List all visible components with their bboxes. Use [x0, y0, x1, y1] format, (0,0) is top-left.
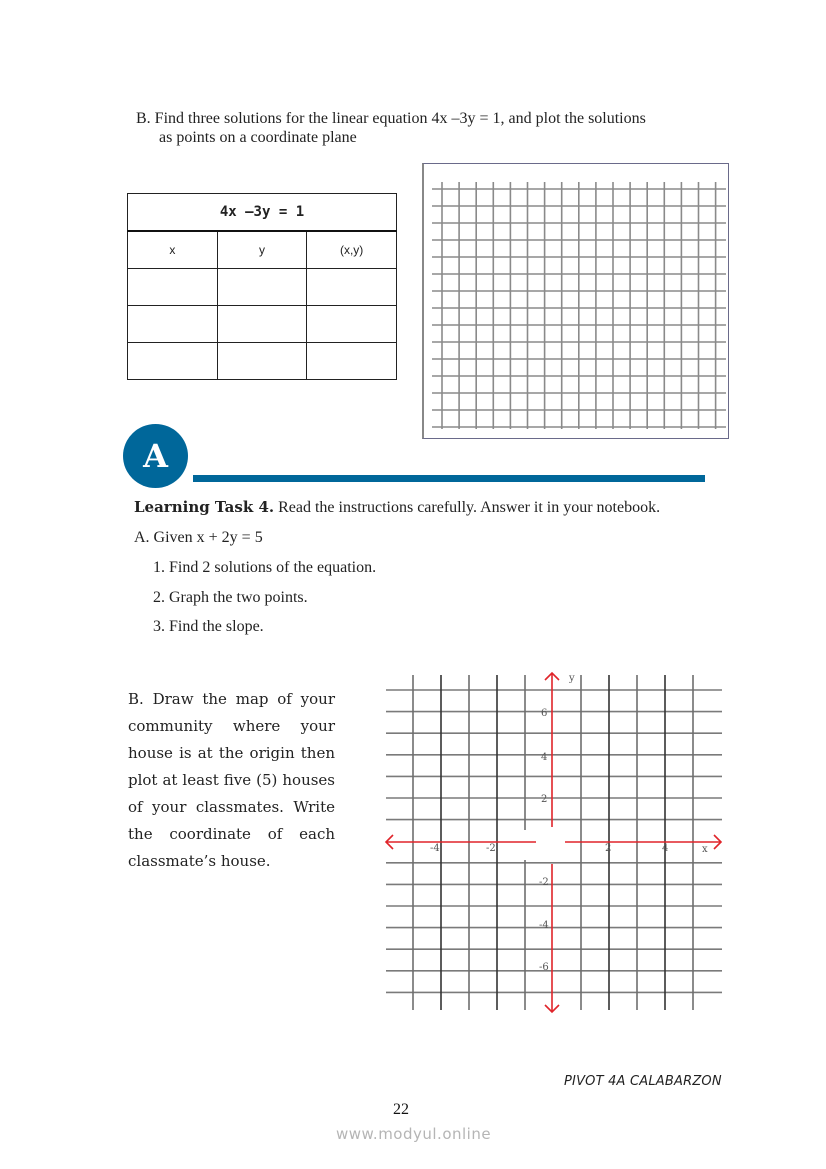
part-b-prompt: B. Draw the map of your community where your house is at the origin then plot at least five (5) houses of your classmates. Write the coordinate of each classmate’s house. [128, 690, 335, 870]
x-tick: 2 [605, 843, 612, 854]
blank-graph-grid[interactable] [422, 163, 729, 439]
instruction-line-2: as points on a coordinate plane [159, 129, 357, 146]
cell-y[interactable] [217, 269, 307, 306]
y-tick: -4 [539, 920, 549, 931]
x-axis-label: x [702, 844, 708, 855]
section-a-badge: A [123, 424, 188, 488]
footer-brand: PIVOT 4A CALABARZON [564, 1074, 722, 1089]
page-number: 22 [393, 1101, 409, 1118]
section-divider [193, 475, 705, 482]
cell-xy[interactable] [307, 343, 397, 380]
learning-task-title: Learning Task 4. [134, 498, 275, 516]
x-tick: -2 [486, 843, 496, 854]
cell-x[interactable] [128, 343, 218, 380]
cell-y[interactable] [217, 343, 307, 380]
table-row [128, 269, 397, 306]
table-title: 4x –3y = 1 [128, 194, 397, 232]
cell-xy[interactable] [307, 306, 397, 343]
instruction-line-1: B. Find three solutions for the linear equation 4x –3y = 1, and plot the solutions [136, 110, 646, 127]
part-a-item-2: 2. Graph the two points. [153, 589, 308, 606]
y-tick: -6 [539, 962, 549, 973]
cell-x[interactable] [128, 269, 218, 306]
section-b-instruction [136, 109, 756, 147]
y-tick: 2 [541, 794, 548, 805]
y-tick: -2 [539, 877, 549, 888]
table-row [128, 306, 397, 343]
learning-task-intro: Read the instructions carefully. Answer it in your notebook. [274, 499, 661, 516]
header-x: x [128, 231, 218, 269]
header-y: y [217, 231, 307, 269]
learning-task-heading [134, 498, 660, 517]
cell-x[interactable] [128, 306, 218, 343]
y-tick: 6 [541, 708, 548, 719]
coordinate-plane-svg [380, 665, 730, 1015]
part-a-item-1: 1. Find 2 solutions of the equation. [153, 559, 377, 576]
cell-y[interactable] [217, 306, 307, 343]
solutions-table [127, 193, 397, 380]
y-axis-label: y [569, 673, 575, 684]
table-row [128, 343, 397, 380]
x-tick: 4 [662, 843, 669, 854]
x-tick: -4 [430, 843, 440, 854]
part-a-item-3: 3. Find the slope. [153, 618, 264, 635]
part-a-prompt: A. Given x + 2y = 5 [134, 529, 263, 546]
y-tick: 4 [541, 752, 548, 763]
cell-xy[interactable] [307, 269, 397, 306]
grid-lines [424, 164, 729, 438]
table-header-row [128, 231, 397, 269]
header-xy: (x,y) [307, 231, 397, 269]
watermark-link: www.modyul.online [336, 1125, 492, 1143]
coordinate-plane[interactable] [380, 665, 730, 1015]
